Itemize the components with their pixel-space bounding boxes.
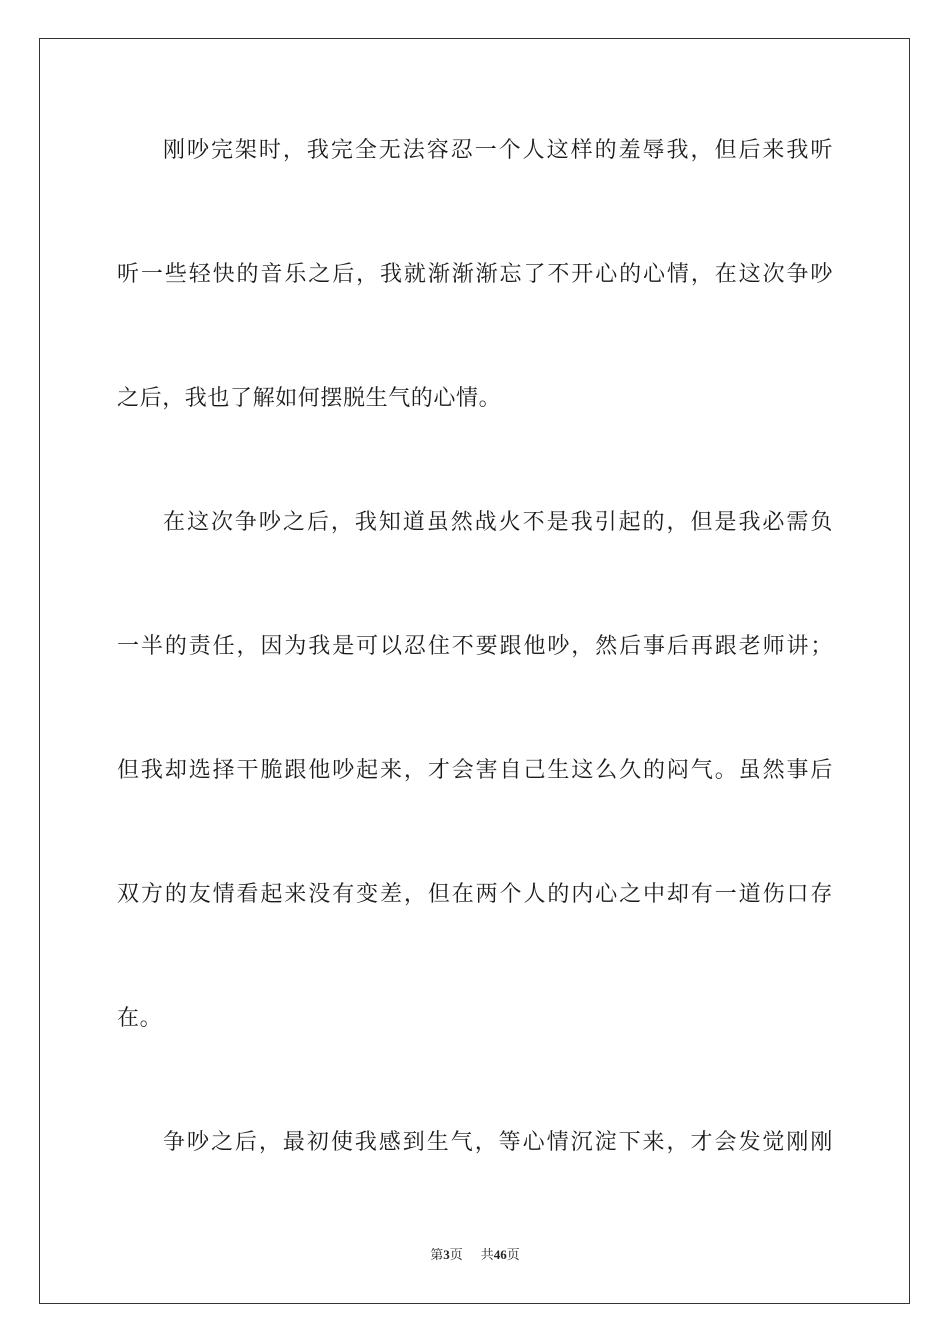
total-prefix: 共 [480, 1247, 494, 1262]
total-suffix: 页 [506, 1247, 520, 1262]
text-line: 在。 [117, 1006, 163, 1031]
text-line: 双方的友情看起来没有变差，但在两个人的内心之中却有一道伤口存 [117, 882, 833, 907]
text-line: 听一些轻快的音乐之后，我就渐渐渐忘了不开心的心情，在这次争吵 [117, 262, 833, 287]
total-pages: 46 [493, 1247, 507, 1262]
text-line: 争吵之后，最初使我感到生气，等心情沉淀下来，才会发觉刚刚 [163, 1130, 833, 1155]
page-footer [0, 1246, 950, 1264]
text-line: 刚吵完架时，我完全无法容忍一个人这样的羞辱我，但后来我听 [163, 138, 833, 163]
page-number: 3 [443, 1247, 450, 1262]
text-line: 但我却选择干脆跟他吵起来，才会害自己生这么久的闷气。虽然事后 [117, 758, 833, 783]
text-line: 之后，我也了解如何摆脱生气的心情。 [117, 386, 502, 411]
page-border [39, 38, 910, 1304]
text-line: 一半的责任，因为我是可以忍住不要跟他吵，然后事后再跟老师讲； [117, 634, 833, 659]
page-suffix: 页 [449, 1247, 463, 1262]
page-prefix: 第 [430, 1247, 444, 1262]
text-line: 在这次争吵之后，我知道虽然战火不是我引起的，但是我必需负 [163, 510, 833, 535]
